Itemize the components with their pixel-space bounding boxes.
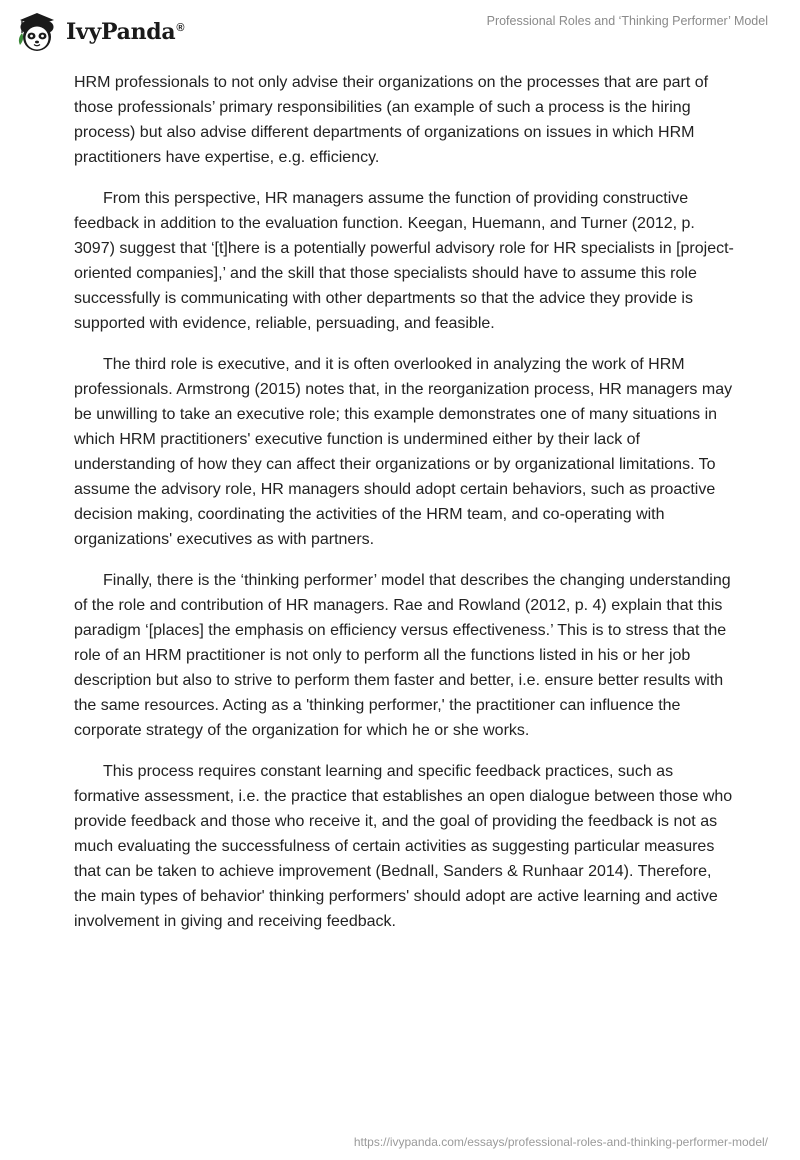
paragraph: This process requires constant learning and specific feedback practices, such as formative assessment, i.e. the practice that establishes an open dialogue between those who provide feedback and those who receive it, and the goal of providing the feedback is not as much evaluating the successfulness of certain activities as suggesting particular measures that can be taken to achieve improvement (Bednall, Sanders & Runhaar 2014). Therefore, the main types of behavior' thinking performers' should adopt are active learning and active involvement in giving and receiving feedback.	[74, 763, 733, 930]
source-url[interactable]: https://ivypanda.com/essays/professional-roles-and-thinking-performer-model/	[353, 1135, 768, 1149]
essay-body	[74, 70, 734, 950]
brand-name: IvyPanda®	[66, 19, 185, 45]
document-title: Professional Roles and ‘Thinking Performer’ Model	[486, 14, 768, 28]
registered-mark: ®	[176, 21, 185, 34]
panda-graduate-icon	[14, 9, 60, 55]
ivypanda-logo[interactable]	[14, 8, 184, 56]
page-header	[0, 0, 800, 60]
paragraph: The third role is executive, and it is often overlooked in analyzing the work of HRM professionals. Armstrong (2015) notes that, in the reorganization process, HR managers may be unwilling to take an executive role; this example demonstrates one of many situations in which HRM practitioners' executive function is undermined either by their lack of understanding of how they can affect their organizations or by organizational limitations. To assume the advisory role, HR managers should adopt certain behaviors, such as proactive decision making, coordinating the activities of the HRM team, and co-operating with organizations' executives as with partners.	[74, 356, 733, 548]
paragraph: From this perspective, HR managers assume the function of providing constructive feedback in addition to the evaluation function. Keegan, Huemann, and Turner (2012, p. 3097) suggest that ‘[t]here is a potentially powerful advisory role for HR specialists in [project-oriented companies],’ and the skill that those specialists should have to assume this role successfully is communicating with other departments so that the advice they provide is supported with evidence, reliable, persuading, and feasible.	[74, 190, 734, 332]
paragraph: Finally, there is the ‘thinking performer’ model that describes the changing understanding of the role and contribution of HR managers. Rae and Rowland (2012, p. 4) explain that this paradigm ‘[places] the emphasis on efficiency versus effectiveness.’ This is to stress that the role of an HRM practitioner is not only to perform all the functions listed in his or her job description but also to strive to perform them faster and better, i.e. ensure better results with the same resources. Acting as a 'thinking performer,' the practitioner can influence the corporate strategy of the organization for which he or she works.	[74, 572, 731, 739]
paragraph: HRM professionals to not only advise their organizations on the processes that are part of those professionals’ primary responsibilities (an example of such a process is the hiring process) but also advise different departments of organizations on issues in which HRM practitioners have expertise, e.g. efficiency.	[74, 74, 709, 166]
